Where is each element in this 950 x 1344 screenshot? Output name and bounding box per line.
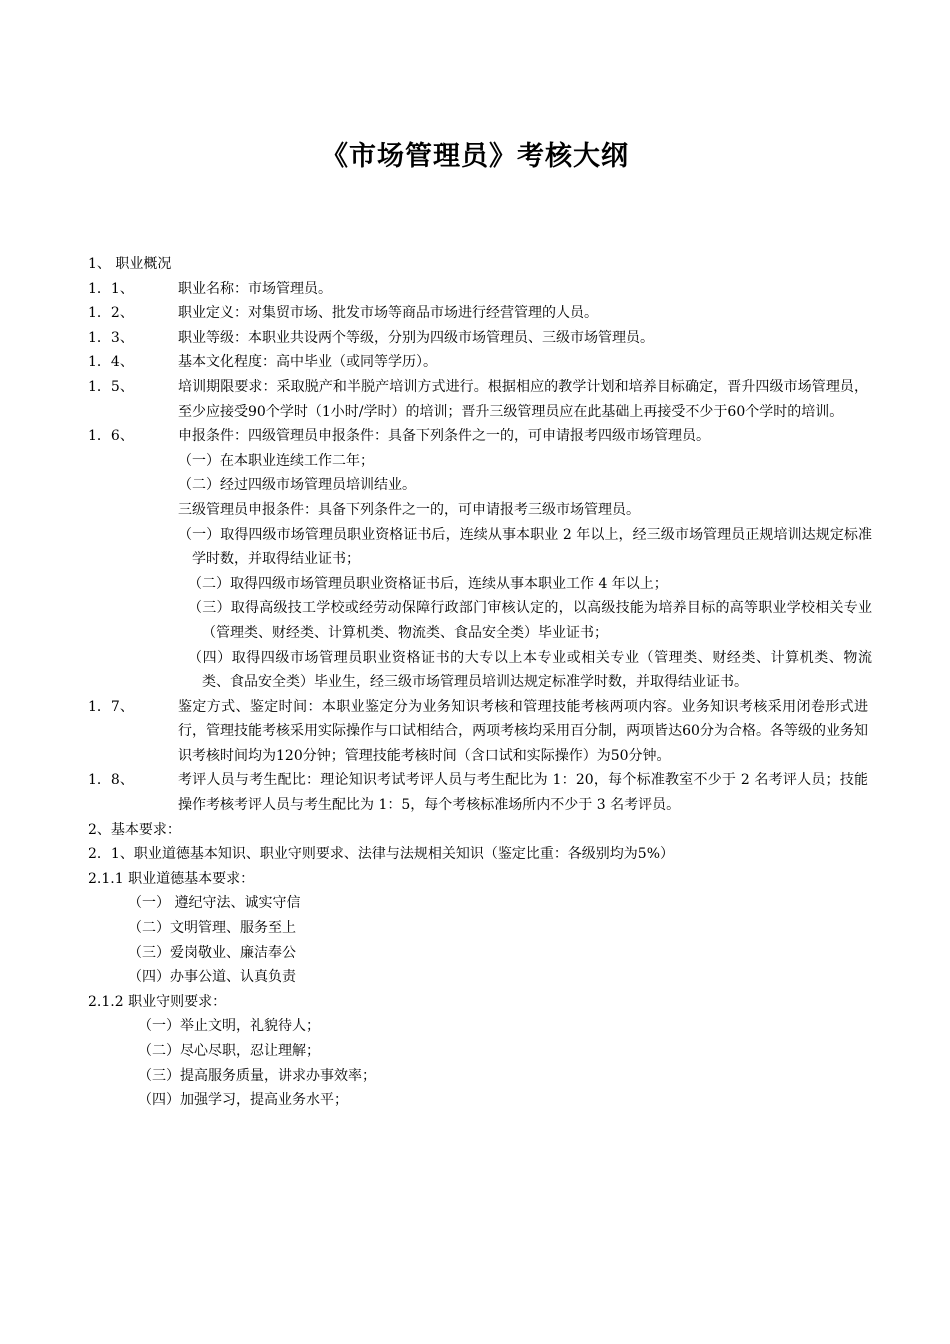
section-2-1: 2．1、职业道德基本知识、职业守则要求、法律与法规相关知识（鉴定比重：各级别均为5%） <box>88 846 675 863</box>
code-item: （一）举止文明，礼貌待人； <box>138 1018 320 1035</box>
level4-condition: （一）在本职业连续工作二年； <box>178 452 374 469</box>
document-body <box>88 252 872 1113</box>
item-number: 1．2、 <box>88 305 134 322</box>
item-text: 申报条件：四级管理员申报条件：具备下列条件之一的，可申请报考四级市场管理员。 <box>178 428 710 445</box>
item-number: 1．4、 <box>88 354 134 371</box>
item-number: 1．7、 <box>88 698 134 715</box>
ethics-item: （四）办事公道、认真负责 <box>128 969 296 986</box>
item-text: 职业等级：本职业共设两个等级，分别为四级市场管理员、三级市场管理员。 <box>178 329 654 346</box>
item-number: 1．5、 <box>88 378 134 395</box>
item-number: 1．6、 <box>88 428 134 445</box>
list-item <box>88 301 868 326</box>
item-text: 培训期限要求：采取脱产和半脱产培训方式进行。根据相应的教学计划和培养目标确定，晋升四级市场管理员，至少应接受90个学时（1小时/学时）的培训；晋升三级管理员应在此基础上再接受不少于60个学时的培训。 <box>178 378 868 420</box>
item-number: 1．8、 <box>88 772 134 789</box>
list-item <box>88 695 868 769</box>
item-number: 1．3、 <box>88 329 134 346</box>
level3-intro: 三级管理员申报条件：具备下列条件之一的，可申请报考三级市场管理员。 <box>178 501 640 518</box>
level3-condition: （二）取得四级市场管理员职业资格证书后，连续从事本职业工作 4 年以上； <box>188 575 668 592</box>
section-1-heading: 1、 职业概况 <box>88 256 172 272</box>
list-item <box>88 424 868 449</box>
item-text: 基本文化程度：高中毕业（或同等学历）。 <box>178 354 437 371</box>
code-item: （二）尽心尽职，忍让理解； <box>138 1043 320 1059</box>
level3-condition: （四）取得四级市场管理员职业资格证书的大专以上本专业或相关专业（管理类、财经类、计算机类、物流类、食品安全类）毕业生，经三级市场管理员培训达规定标准学时数，并取得结业证书。 <box>188 649 872 691</box>
code-item: （四）加强学习，提高业务水平； <box>138 1092 348 1109</box>
item-text: 考评人员与考生配比：理论知识考试考评人员与考生配比为 1：20，每个标准教室不少于 2 名考评人员；技能操作考核考评人员与考生配比为 1：5，每个考核标准场所内不少于 3 名考评员。 <box>178 772 868 814</box>
code-item: （三）提高服务质量，讲求办事效率； <box>138 1067 376 1084</box>
document-title: 《市场管理员》考核大纲 <box>321 141 629 172</box>
list-item <box>88 768 868 817</box>
list-item <box>88 277 868 302</box>
ethics-item: （三）爱岗敬业、廉洁奉公 <box>128 944 296 961</box>
level3-condition: （一）取得四级市场管理员职业资格证书后，连续从事本职业 2 年以上，经三级市场管理员正规培训达规定标准学时数，并取得结业证书； <box>178 526 872 568</box>
section-2-heading: 2、基本要求： <box>88 821 181 838</box>
item-text: 鉴定方式、鉴定时间：本职业鉴定分为业务知识考核和管理技能考核两项内容。业务知识考核采用闭卷形式进行，管理技能考核采用实际操作与口试相结合，两项考核均采用百分制，两项皆达60分为合格。各等级的业务知识考核时间均为120分钟；管理技能考核时间（含口试和实际操作）为50分钟。 <box>178 698 868 764</box>
ethics-item: （一） 遵纪守法、诚实守信 <box>128 895 301 912</box>
list-item <box>88 375 868 424</box>
list-item <box>88 350 868 375</box>
section-2-1-2-heading: 2.1.2 职业守则要求： <box>88 993 227 1010</box>
list-item <box>88 326 868 351</box>
level3-condition: （三）取得高级技工学校或经劳动保障行政部门审核认定的，以高级技能为培养目标的高等职业学校相关专业（管理类、财经类、计算机类、物流类、食品安全类）毕业证书； <box>188 600 872 641</box>
level4-condition: （二）经过四级市场管理员培训结业。 <box>178 477 416 494</box>
item-text: 职业定义：对集贸市场、批发市场等商品市场进行经营管理的人员。 <box>178 305 598 322</box>
item-text: 职业名称：市场管理员。 <box>178 280 332 297</box>
ethics-item: （二）文明管理、服务至上 <box>128 920 296 937</box>
item-number: 1．1、 <box>88 280 134 297</box>
section-2-1-1-heading: 2.1.1 职业道德基本要求： <box>88 870 255 887</box>
